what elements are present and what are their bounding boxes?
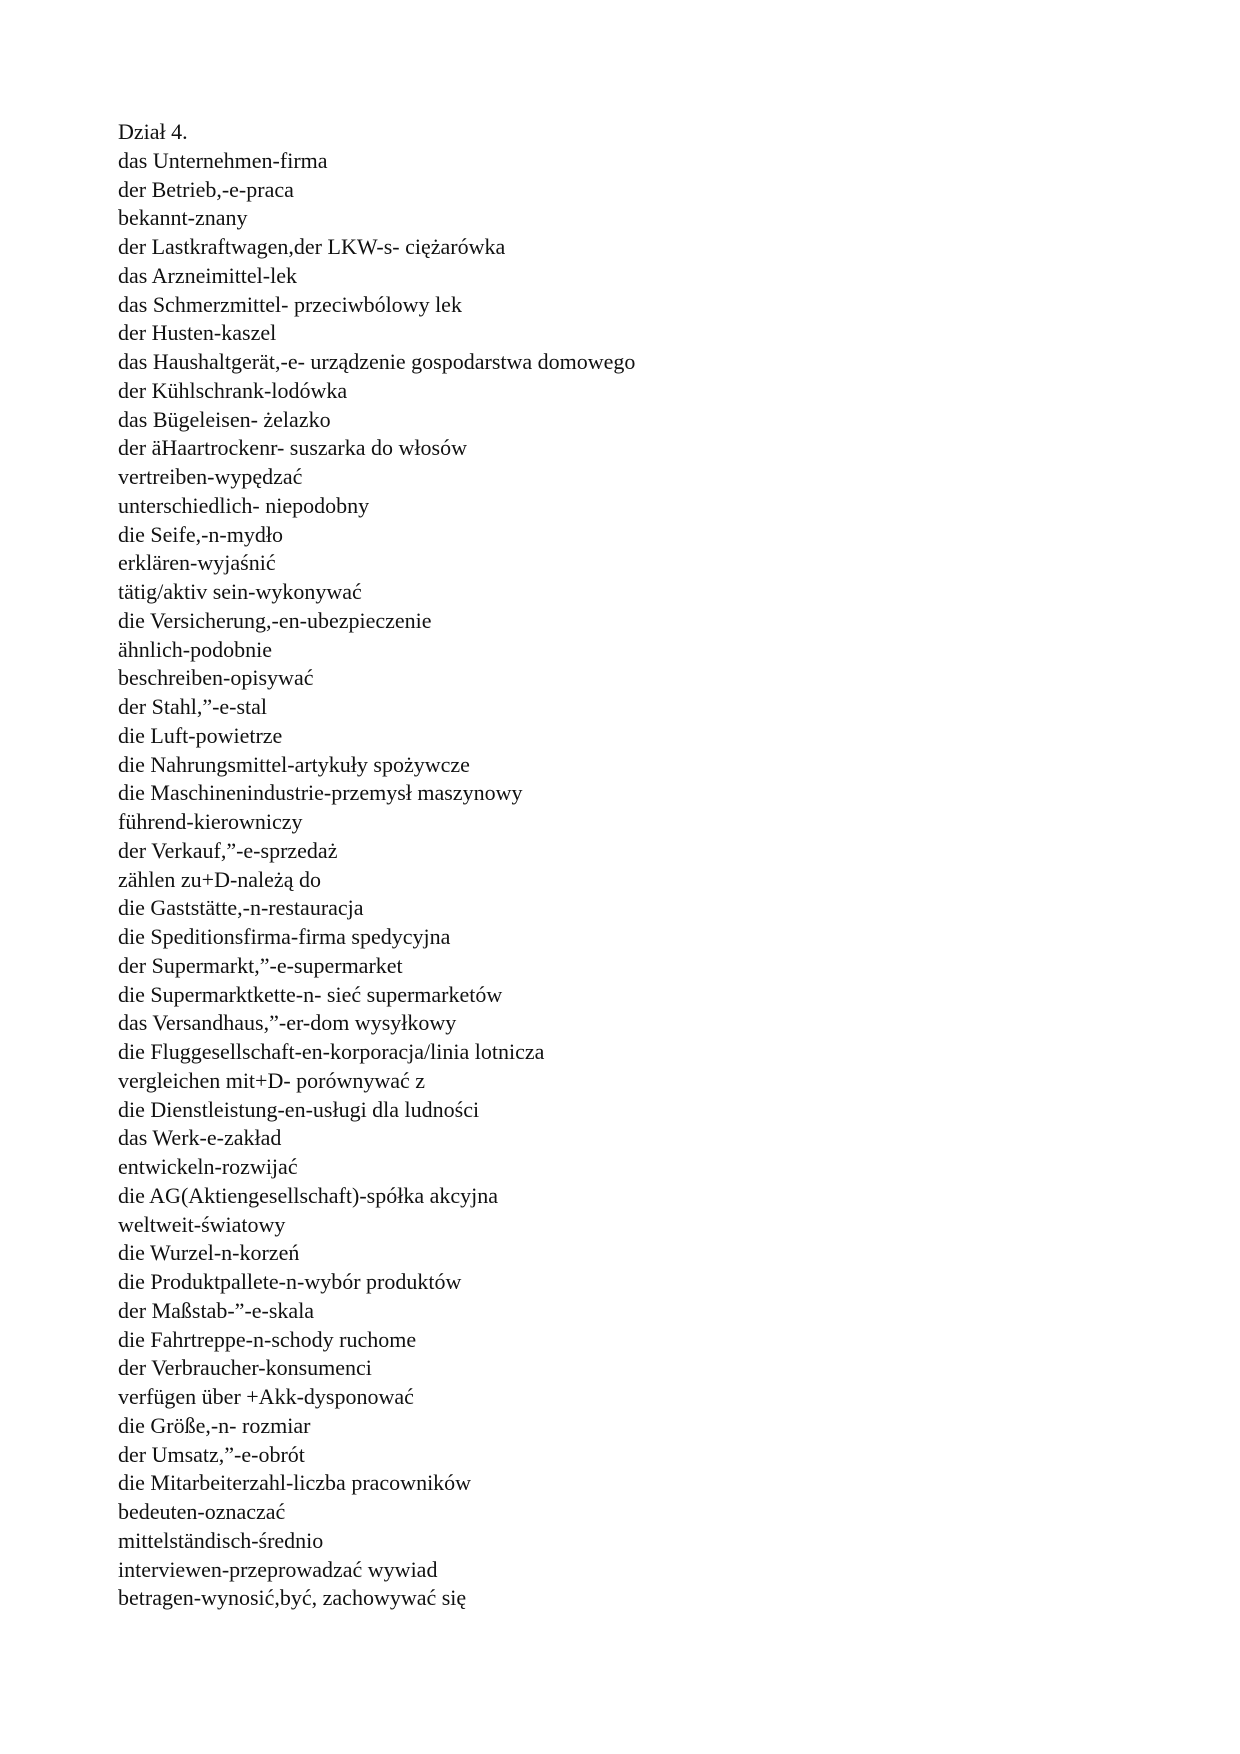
vocabulary-entry: der Umsatz,”-e-obrót — [118, 1441, 305, 1467]
vocabulary-entry: das Haushaltgerät,-e- urządzenie gospodarstwa domowego — [118, 349, 636, 374]
vocabulary-entry: beschreiben-opisywać — [118, 665, 314, 691]
vocabulary-entry: unterschiedlich- niepodobny — [118, 492, 370, 518]
vocabulary-entry: das Werk-e-zakład — [118, 1125, 282, 1151]
vocabulary-entry: der Maßstab-”-e-skala — [118, 1297, 315, 1323]
vocabulary-entry: bedeuten-oznaczać — [118, 1499, 286, 1524]
vocabulary-entry: das Versandhaus,”-er-dom wysyłkowy — [118, 1010, 457, 1036]
vocabulary-entry: entwickeln-rozwijać — [118, 1154, 298, 1179]
vocabulary-entry: die Mitarbeiterzahl-liczba pracowników — [118, 1470, 472, 1496]
vocabulary-entry: die Fluggesellschaft-en-korporacja/linia lotnicza — [118, 1039, 545, 1064]
vocabulary-entry: der Husten-kaszel — [118, 320, 277, 346]
vocabulary-entry: vergleichen mit+D- porównywać z — [118, 1067, 426, 1093]
vocabulary-entry: der Betrieb,-e-praca — [118, 176, 294, 202]
vocabulary-entry: vertreiben-wypędzać — [118, 464, 303, 489]
vocabulary-entry: der äHaartrockenr- suszarka do włosów — [118, 435, 467, 461]
vocabulary-entry: das Unternehmen-firma — [118, 147, 328, 173]
vocabulary-entry: verfügen über +Akk-dysponować — [118, 1384, 414, 1409]
entries-container — [118, 147, 1118, 1613]
vocabulary-entry: die Seife,-n-mydło — [118, 521, 283, 547]
vocabulary-entry: der Supermarkt,”-e-supermarket — [118, 952, 403, 978]
vocabulary-entry: der Kühlschrank-lodówka — [118, 377, 348, 403]
vocabulary-entry: die Fahrtreppe-n-schody ruchome — [118, 1326, 417, 1352]
vocabulary-entry: zählen zu+D-należą do — [118, 866, 321, 892]
vocabulary-entry: der Verbraucher-konsumenci — [118, 1355, 372, 1381]
vocabulary-entry: bekannt-znany — [118, 205, 248, 231]
section-title: Dział 4. — [118, 119, 188, 144]
vocabulary-entry: betragen-wynosić,być, zachowywać się — [118, 1585, 467, 1611]
vocabulary-entry: das Bügeleisen- żelazko — [118, 406, 331, 432]
vocabulary-entry: die Größe,-n- rozmiar — [118, 1412, 311, 1438]
vocabulary-entry: die Speditionsfirma-firma spedycyjna — [118, 924, 451, 949]
vocabulary-entry: die Supermarktkette-n- sieć supermarketów — [118, 981, 503, 1007]
vocabulary-entry: interviewen-przeprowadzać wywiad — [118, 1556, 438, 1582]
vocabulary-list — [118, 118, 1118, 1613]
vocabulary-entry: tätig/aktiv sein-wykonywać — [118, 579, 362, 604]
vocabulary-entry: die Nahrungsmittel-artykuły spożywcze — [118, 751, 470, 777]
vocabulary-entry: der Verkauf,”-e-sprzedaż — [118, 837, 338, 863]
vocabulary-entry: weltweit-światowy — [118, 1211, 286, 1237]
vocabulary-entry: die Gaststätte,-n-restauracja — [118, 895, 364, 921]
vocabulary-entry: die Dienstleistung-en-usługi dla ludności — [118, 1096, 480, 1122]
vocabulary-entry: der Stahl,”-e-stal — [118, 694, 268, 719]
vocabulary-entry: die Maschinenindustrie-przemysł maszynowy — [118, 780, 523, 806]
vocabulary-entry: mittelständisch-średnio — [118, 1527, 324, 1553]
vocabulary-entry: führend-kierowniczy — [118, 809, 303, 834]
vocabulary-entry: der Lastkraftwagen,der LKW-s- ciężarówka — [118, 234, 506, 259]
vocabulary-entry: das Schmerzmittel- przeciwbólowy lek — [118, 291, 462, 317]
vocabulary-entry: das Arzneimittel-lek — [118, 262, 297, 288]
vocabulary-entry: die AG(Aktiengesellschaft)-spółka akcyjna — [118, 1182, 498, 1208]
vocabulary-entry: die Produktpallete-n-wybór produktów — [118, 1269, 462, 1294]
vocabulary-entry: die Luft-powietrze — [118, 722, 283, 748]
vocabulary-entry: ähnlich-podobnie — [118, 636, 272, 662]
vocabulary-entry: erklären-wyjaśnić — [118, 550, 276, 576]
vocabulary-entry: die Versicherung,-en-ubezpieczenie — [118, 607, 432, 633]
vocabulary-entry: die Wurzel-n-korzeń — [118, 1240, 300, 1266]
